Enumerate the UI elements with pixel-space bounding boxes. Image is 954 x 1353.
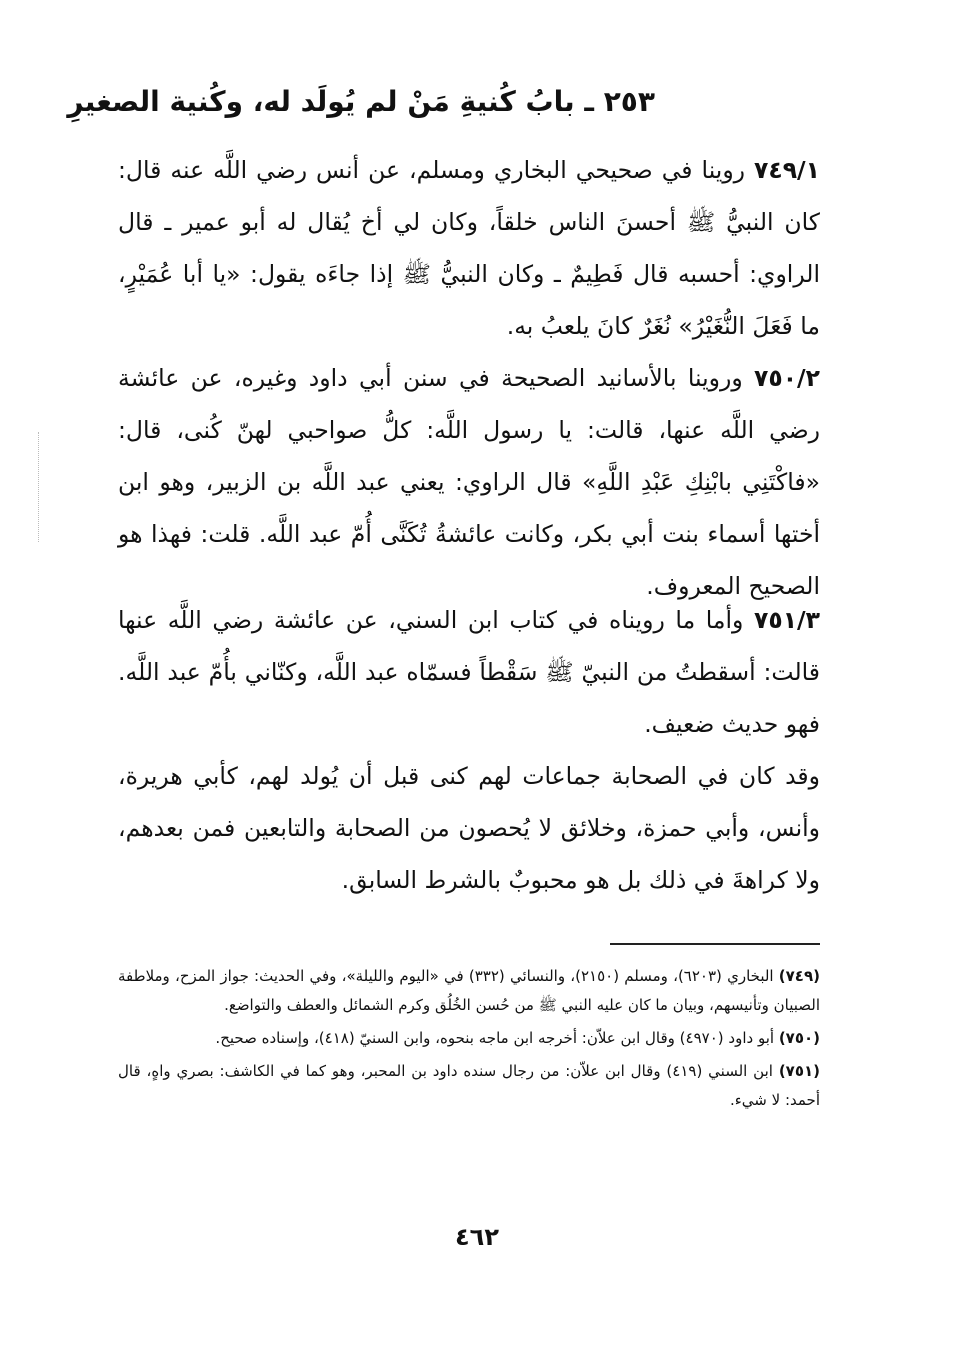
footnote-text: ابن السني (٤١٩) وقال ابن علاّن: من رجال سنده داود بن المحبر، وهو كما في الكاشف: بصري واهٍ، قال أحمد: لا شيء. — [118, 1062, 820, 1109]
paragraph-text: روينا في صحيحي البخاري ومسلم، عن أنس رضي اللَّه عنه قال: كان النبيُّ ﷺ أحسنَ الناس خلقاً، وكان لي أخ يُقال له أبو عمير ـ قال الراوي: أحسبه قال فَطِيمٌ ـ وكان النبيُّ ﷺ إذا جاءَه يقول: «يا أبا عُمَيْرٍ، ما فَعَلَ النُّغَيْرُ» نُغَرٌ كانَ يلعبُ به. — [118, 156, 820, 340]
footnote-text: أبو داود (٤٩٧٠) وقال ابن علاّن: أخرجه ابن ماجه بنحوه، وابن السنيّ (٤١٨)، وإسناده صحيح. — [215, 1029, 775, 1047]
paragraph-number: ٧٥١/٣ — [754, 606, 820, 634]
paragraph-751 — [118, 594, 820, 750]
footnote-number: (٧٤٩) — [778, 967, 820, 985]
footnote-number: (٧٥١) — [778, 1062, 820, 1080]
footnote-750 — [118, 1024, 820, 1053]
footnote-number: (٧٥٠) — [778, 1029, 820, 1047]
footnotes — [118, 962, 820, 1119]
paragraph-749 — [118, 144, 820, 352]
paragraph-text: وروينا بالأسانيد الصحيحة في سنن أبي داود وغيره، عن عائشة رضي اللَّه عنها، قالت: يا رسول اللَّه: كلُّ صواحبي لهنّ كُنى، قال: «فاكْتَنِي بابْنِكِ عَبْدِ اللَّهِ» قال الراوي: يعني عبد اللَّه بن الزبير، وهو ابن أختها أسماء بنت أبي بكر، وكانت عائشةُ تُكَنَّى أُمّ عبد اللَّه. قلت: فهذا هو الصحيح المعروف. — [118, 364, 820, 600]
paragraph-closing — [118, 750, 820, 906]
footnote-751 — [118, 1057, 820, 1115]
paragraph-number: ٧٥٠/٢ — [754, 364, 820, 392]
gutter-mark — [38, 432, 39, 542]
footnote-text: البخاري (٦٢٠٣)، ومسلم (٢١٥٠)، والنسائي (٣٣٢) في «اليوم والليلة»، وفي الحديث: جواز المزح، وملاطفة الصبيان وتأنيسهم، وبيان ما كان عليه النبي ﷺ من حُسن الخُلُق وكرم الشمائل والعطف والتواضع. — [118, 967, 820, 1014]
paragraph-number: ٧٤٩/١ — [754, 156, 820, 184]
page-number: ٤٦٢ — [455, 1223, 499, 1251]
footnote-749 — [118, 962, 820, 1020]
paragraph-750 — [118, 352, 820, 612]
chapter-heading: ٢٥٣ ـ بابُ كُنيةِ مَنْ لم يُولَد له، وكُنية الصغيرِ — [67, 85, 655, 118]
paragraph-text: وقد كان في الصحابة جماعات لهم كنى قبل أن يُولد لهم، كأبي هريرة، وأنس، وأبي حمزة، وخلائق لا يُحصون من الصحابة والتابعين فمن بعدهم، ولا كراهةَ في ذلك بل هو محبوبٌ بالشرط السابق. — [118, 762, 820, 894]
footnote-divider — [610, 943, 820, 945]
paragraph-text: وأما ما رويناه في كتاب ابن السني، عن عائشة رضي اللَّه عنها قالت: أسقطتُ من النبيّ ﷺ سَقْطاً فسمّاه عبد اللَّه، وكنّاني بأُمّ عبد اللَّه. فهو حديث ضعيف. — [118, 606, 820, 738]
